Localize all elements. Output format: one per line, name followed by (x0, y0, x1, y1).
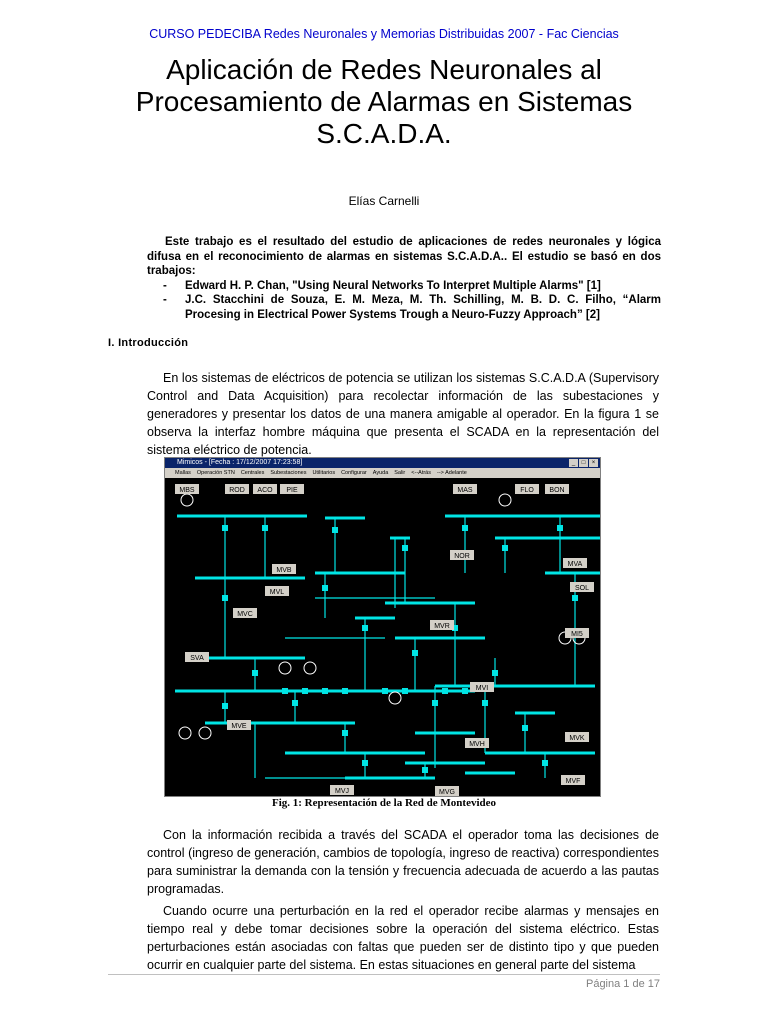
breaker-icon (557, 525, 563, 531)
generator-icon (181, 494, 193, 506)
breaker-icon (462, 525, 468, 531)
generator-icon (199, 727, 211, 739)
breaker-icon (362, 760, 368, 766)
menu-item[interactable]: Subestaciones (270, 470, 307, 476)
scada-screenshot-figure (164, 457, 601, 797)
generator-icon (279, 662, 291, 674)
station-label: MVL (269, 589, 285, 596)
intro-paragraph: En los sistemas de eléctricos de potencia se utilizan los sistemas S.C.A.D.A (Supervisory Control and Data Acquisition) para recolectar información de las subestaciones y generadores y presentar los datos de una manera amigable al operador. En la figura 1 se observa la interfaz hombre máquina que presenta el SCADA en la representación del sistema eléctrico de potencia. (147, 371, 659, 457)
breaker-icon (332, 527, 338, 533)
minimize-icon[interactable]: _ (569, 459, 578, 467)
menu-item[interactable]: Salir (394, 470, 406, 476)
window-title: Mimicos - [Fecha : 17/12/2007 17:23:58] (177, 459, 303, 466)
station-label: FLO (520, 487, 534, 494)
station-label: MI5 (571, 631, 583, 638)
breaker-icon (502, 545, 508, 551)
title-line: Procesamiento de Alarmas en Sistemas (135, 86, 633, 117)
breaker-icon (222, 703, 228, 709)
breaker-icon (252, 670, 258, 676)
reference-text: J.C. Stacchini de Souza, E. M. Meza, M. Th. Schilling, M. B. D. C. Filho, “Alarm Procesing in Electrical Power Systems Trough a Neuro-Fuzzy Approach” [2] (185, 294, 661, 321)
station-label: MAS (457, 487, 473, 494)
breaker-icon (522, 725, 528, 731)
figure-caption: Fig. 1: Representación de la Red de Montevideo (271, 797, 497, 809)
station-label: MVB (276, 567, 292, 574)
breaker-icon (302, 688, 308, 694)
breaker-icon (442, 688, 448, 694)
breaker-icon (412, 650, 418, 656)
menu-item[interactable]: Configurar (341, 470, 367, 476)
breaker-icon (222, 525, 228, 531)
station-label: MVG (439, 789, 455, 796)
generator-icon (304, 662, 316, 674)
menu-item[interactable]: Operación STN (196, 470, 235, 476)
station-label: SVA (190, 655, 204, 662)
document-title (60, 54, 708, 150)
breaker-icon (342, 730, 348, 736)
breaker-icon (362, 625, 368, 631)
breaker-icon (262, 525, 268, 531)
window-menubar (165, 468, 600, 478)
breaker-icon (282, 688, 288, 694)
generator-icon (499, 494, 511, 506)
breaker-icon (322, 585, 328, 591)
breaker-icon (572, 595, 578, 601)
generator-icon (179, 727, 191, 739)
menu-item[interactable]: Utilitarios (312, 470, 336, 476)
station-label: PIE (286, 487, 298, 494)
station-label: MVA (567, 561, 583, 568)
menu-item[interactable]: <--Atrás (411, 470, 431, 476)
station-label: MBS (179, 487, 195, 494)
menu-item[interactable]: Ayuda (372, 470, 389, 476)
station-label: MVE (231, 723, 247, 730)
station-label: ROD (229, 487, 245, 494)
breaker-icon (462, 688, 468, 694)
abstract (147, 235, 661, 322)
author: Elías Carnelli (348, 194, 420, 208)
breaker-icon (222, 595, 228, 601)
reference-list (147, 279, 661, 323)
station-label: MVI (475, 685, 489, 692)
station-label: MVF (565, 778, 581, 785)
reference-item: - J.C. Stacchini de Souza, E. M. Meza, M. Th. Schilling, M. B. D. C. Filho, “Alarm Procesing in Electrical Power Systems Trough a Neuro-Fuzzy Approach” [2] (163, 294, 661, 321)
abstract-intro: Este trabajo es el resultado del estudio de aplicaciones de redes neuronales y lógica difusa en el reconocimiento de alarmas en sistemas S.C.A.D.A.. El estudio se basó en dos trabajos: (147, 236, 661, 277)
running-header: CURSO PEDECIBA Redes Neuronales y Memorias Distribuidas 2007 - Fac Ciencias (149, 27, 619, 41)
breaker-icon (322, 688, 328, 694)
breaker-icon (382, 688, 388, 694)
intro-paragraph-block (147, 369, 659, 463)
breaker-icon (402, 688, 408, 694)
station-label: MVK (569, 735, 585, 742)
reference-item: - Edward H. P. Chan, "Using Neural Networks To Interpret Multiple Alarms" [1] (163, 279, 601, 292)
close-icon[interactable]: × (589, 459, 598, 467)
reference-text: Edward H. P. Chan, "Using Neural Networks To Interpret Multiple Alarms" [1] (185, 279, 601, 292)
section-heading: I. Introducción (108, 337, 189, 349)
body-paragraph: Cuando ocurre una perturbación en la red el operador recibe alarmas y mensajes en tiempo real y debe tomar decisiones sobre la operación del sistema eléctrico. Estas perturbaciones están asociadas con faltas que pueden ser de distinto tipo y que pueden ocurrir en cualquier parte del sistema. En estas situaciones en general parte del sistema (147, 904, 659, 972)
menu-item[interactable]: Centrales (240, 470, 265, 476)
station-label: MVC (237, 611, 253, 618)
menu-item[interactable]: --> Adelante (437, 470, 467, 476)
station-label: BON (549, 487, 565, 494)
single-line-diagram (165, 478, 600, 796)
station-label: SOL (574, 585, 590, 592)
body-text (147, 826, 659, 978)
station-label: NOR (454, 553, 470, 560)
breaker-icon (482, 700, 488, 706)
footer-rule (108, 974, 660, 975)
breaker-icon (342, 688, 348, 694)
breaker-icon (432, 700, 438, 706)
station-label: MVJ (335, 788, 349, 795)
breaker-icon (292, 700, 298, 706)
title-line: S.C.A.D.A. (316, 118, 452, 149)
breaker-icon (492, 670, 498, 676)
breaker-icon (402, 545, 408, 551)
window-titlebar (165, 458, 600, 468)
station-label: ACO (257, 487, 273, 494)
body-paragraph: Con la información recibida a través del SCADA el operador toma las decisiones de control (ingreso de generación, cambios de topología, ingreso de reactiva) correspondientes para suministrar la demanda con la tensión y frecuencia adecuada de acuerdo a las pautas programadas. (147, 828, 659, 896)
breaker-icon (542, 760, 548, 766)
maximize-icon[interactable]: □ (579, 459, 588, 467)
page-number: Página 1 de 17 (585, 978, 660, 990)
generator-icon (389, 692, 401, 704)
station-label: MVH (469, 741, 485, 748)
menu-item[interactable]: Mallas (175, 470, 191, 476)
title-line: Aplicación de Redes Neuronales al (166, 54, 602, 85)
breaker-icon (422, 767, 428, 773)
station-label: MVR (434, 623, 450, 630)
